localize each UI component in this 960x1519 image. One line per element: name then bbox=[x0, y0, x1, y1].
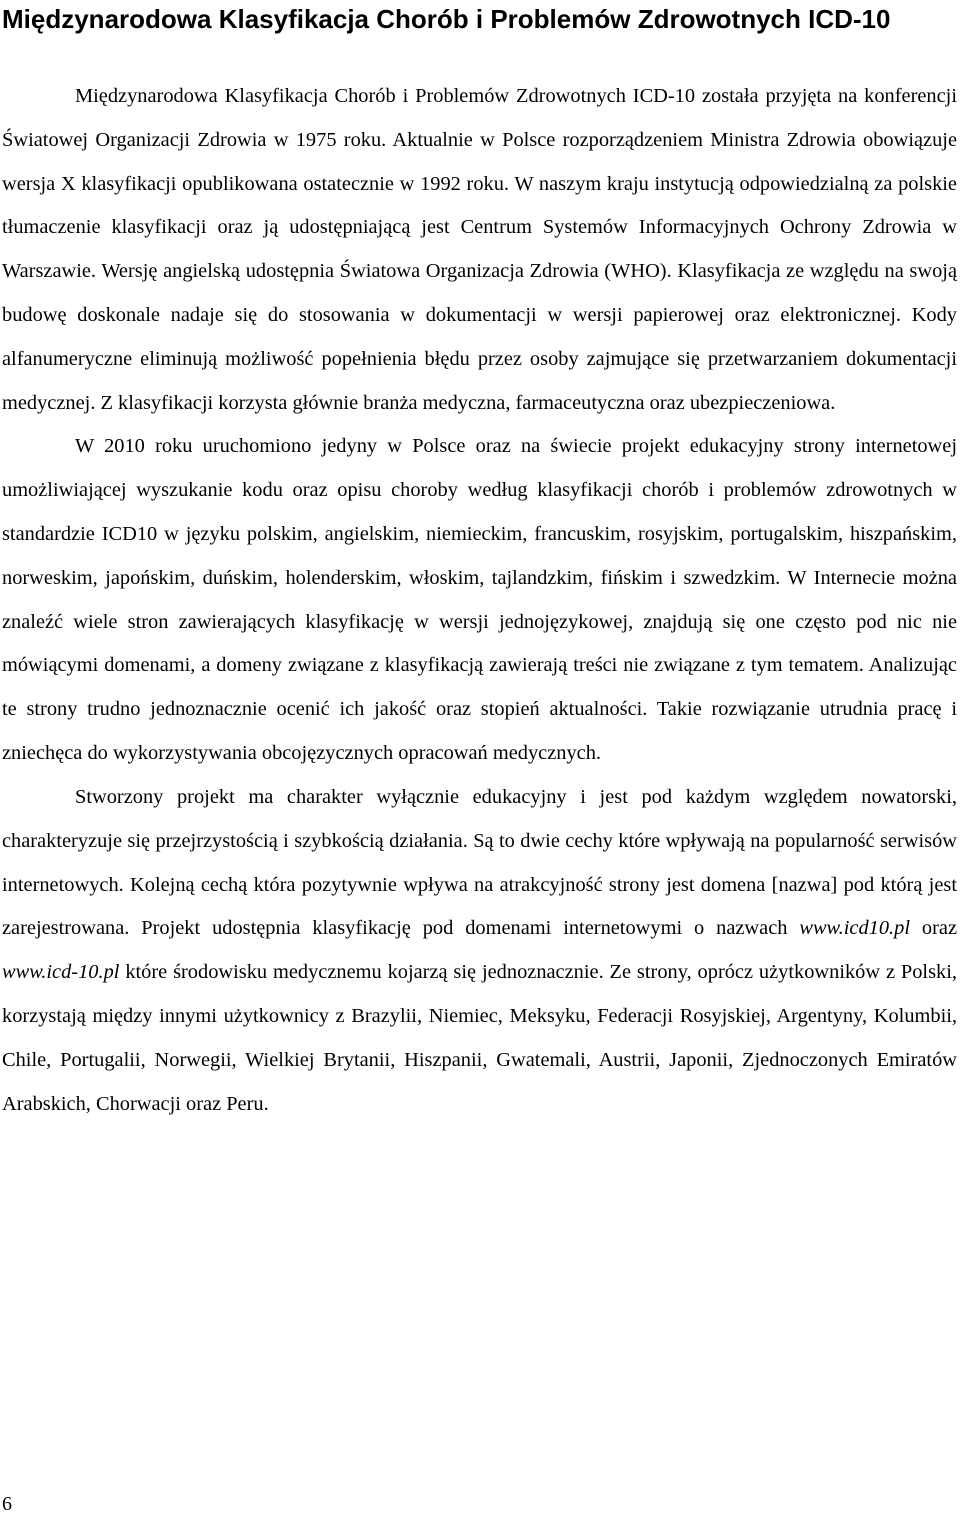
paragraph-text: które środowisku medycznemu kojarzą się jednoznacznie. Ze strony, oprócz użytkowników z Polski, korzystają między innymi użytkownicy z Brazylii, Niemiec, Meksyku, Federacji Rosyjskiej, Argentyny, Kolumbii, Chile, Portugalii, Norwegii, Wielkiej Brytanii, Hiszpanii, Gwatemali, Austrii, Japonii, Zjednoczonych Emiratów Arabskich, Chorwacji oraz Peru. bbox=[2, 961, 957, 1115]
paragraph-text: oraz bbox=[910, 917, 957, 940]
page-title: Międzynarodowa Klasyfikacja Chorób i Problemów Zdrowotnych ICD-10 bbox=[2, 4, 891, 34]
domain-link-icd-10: www.icd-10.pl bbox=[2, 961, 120, 984]
paragraph-project-2010: W 2010 roku uruchomiono jedyny w Polsce oraz na świecie projekt edukacyjny strony internetowej umożliwiającej wyszukanie kodu oraz opisu choroby według klasyfikacji chorób i problemów zdrowotnych w standardzie ICD10 w języku polskim, angielskim, niemieckim, francuskim, rosyjskim, portugalskim, hiszpańskim, norweskim, japońskim, duńskim, holenderskim, włoskim, tajlandzkim, fińskim i szwedzkim. W Internecie można znaleźć wiele stron zawierających klasyfikację w wersji jednojęzykowej, znajdują się one często pod nic nie mówiącymi domenami, a domeny związane z klasyfikacją zawierają treści nie związane z tym tematem. Analizując te strony trudno jednoznacznie ocenić ich jakość oraz stopień aktualności. Takie rozwiązanie utrudnia pracę i zniechęca do wykorzystywania obcojęzycznych opracowań medycznych. bbox=[2, 435, 957, 765]
paragraph-text: Stworzony projekt ma charakter wyłącznie edukacyjny i jest pod każdym względem nowatorski, charakteryzuje się przejrzystością i szybkością działania. Są to dwie cechy które wpływają na popularność serwisów internetowych. Kolejną cechą która pozytywnie wpływa na atrakcyjność strony jest domena [nazwa] pod którą jest zarejestrowana. Projekt udostępnia klasyfikację pod domenami internetowymi o nazwach bbox=[2, 785, 957, 940]
paragraph-project-features bbox=[2, 776, 957, 1126]
document-body bbox=[2, 75, 957, 1126]
domain-link-icd10: www.icd10.pl bbox=[799, 917, 910, 940]
paragraph-icd10-history: Międzynarodowa Klasyfikacja Chorób i Problemów Zdrowotnych ICD-10 została przyjęta na konferencji Światowej Organizacji Zdrowia w 1975 roku. Aktualnie w Polsce rozporządzeniem Ministra Zdrowia obowiązuje wersja X klasyfikacji opublikowana ostatecznie w 1992 roku. W naszym kraju instytucją odpowiedzialną za polskie tłumaczenie klasyfikacji oraz ją udostępniającą jest Centrum Systemów Informacyjnych Ochrony Zdrowia w Warszawie. Wersję angielską udostępnia Światowa Organizacja Zdrowia (WHO). Klasyfikacja ze względu na swoją budowę doskonale nadaje się do stosowania w dokumentacji w wersji papierowej oraz elektronicznej. Kody alfanumeryczne eliminują możliwość popełnienia błędu przez osoby zajmujące się przetwarzaniem dokumentacji medycznej. Z klasyfikacji korzysta głównie branża medyczna, farmaceutyczna oraz ubezpieczeniowa. bbox=[2, 85, 957, 414]
page-number: 6 bbox=[2, 1493, 12, 1515]
